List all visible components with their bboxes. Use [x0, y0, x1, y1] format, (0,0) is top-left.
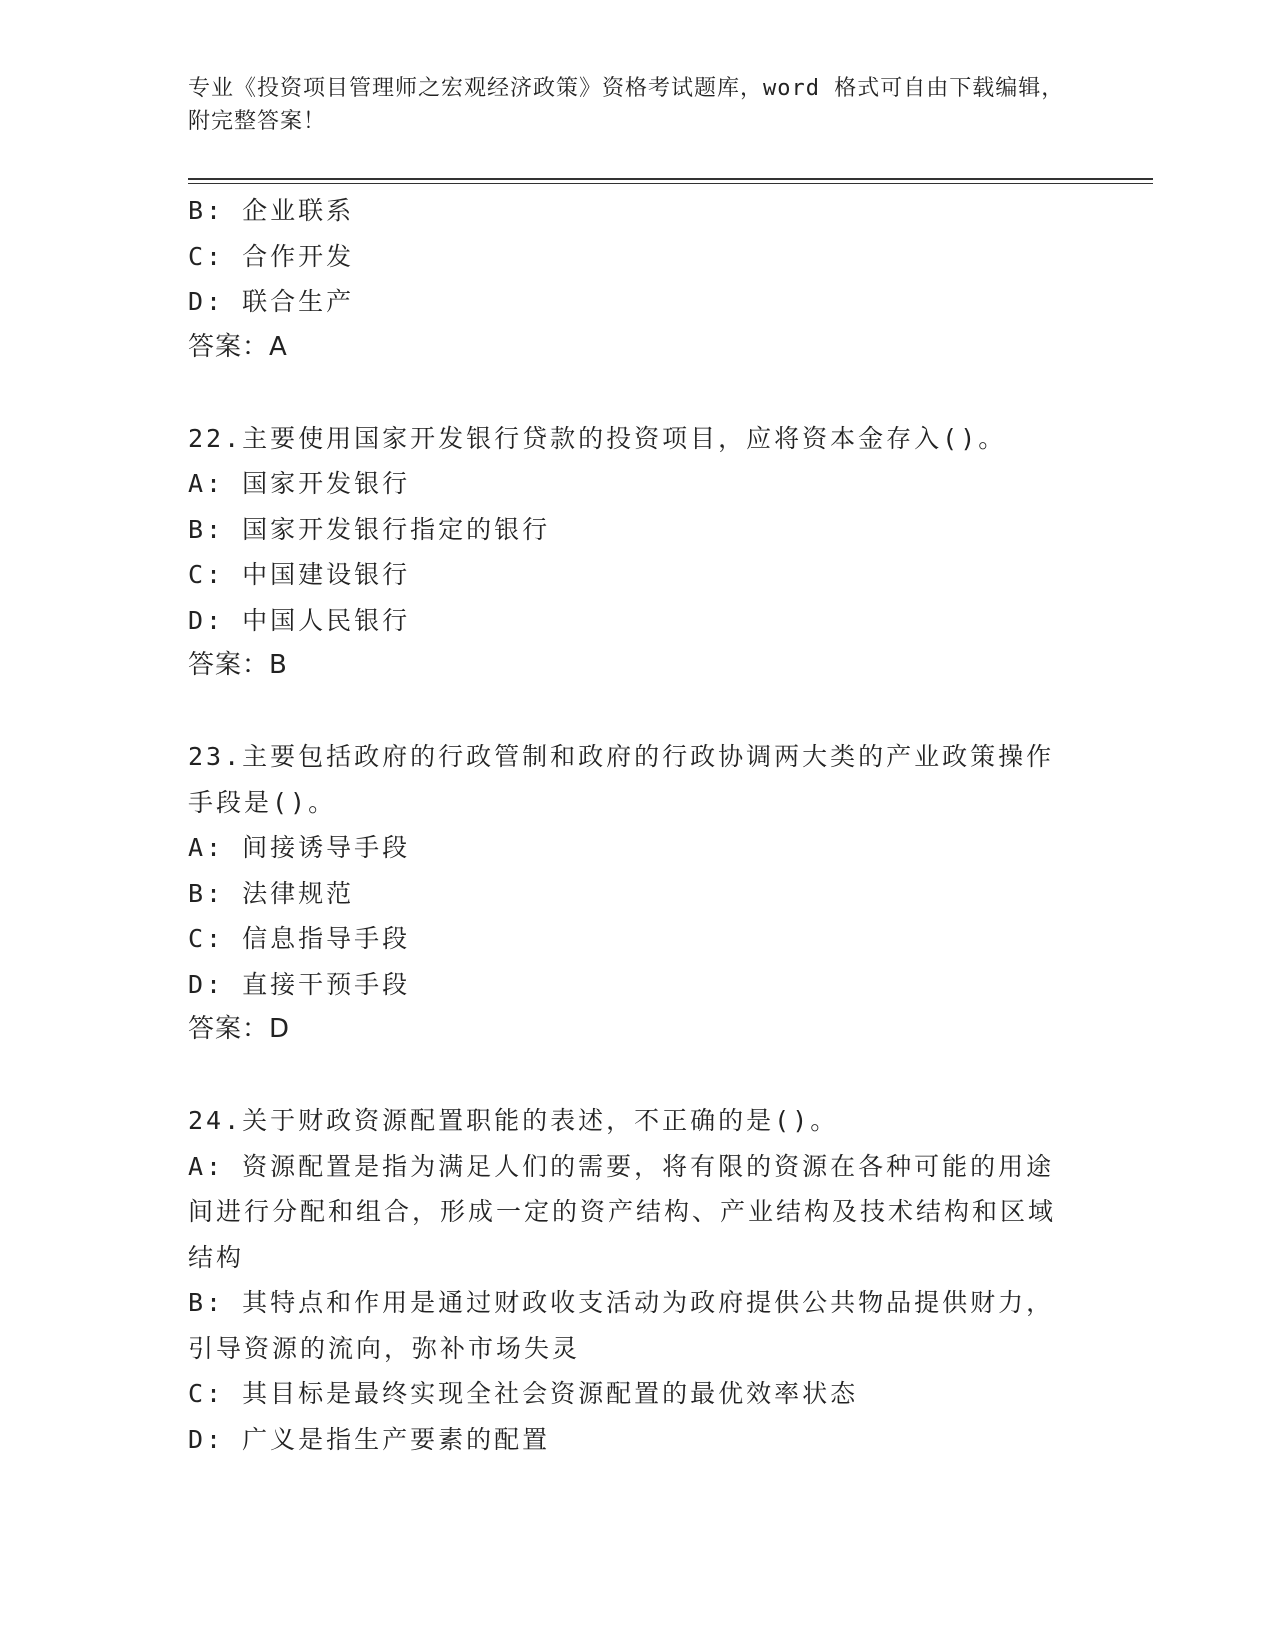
answer-line: 答案：B: [188, 650, 288, 680]
option-c: C: 信息指导手段: [188, 924, 411, 953]
answer-line: 答案：D: [188, 1014, 291, 1044]
question-24: [188, 1098, 1068, 1462]
question-stem: 22.主要使用国家开发银行贷款的投资项目，应将资本金存入()。: [188, 423, 1007, 453]
header-rule-thick: [188, 178, 1153, 180]
question-21-fragment: [188, 188, 1068, 370]
option-d: D: 直接干预手段: [188, 969, 411, 999]
option-c: C: 合作开发: [188, 241, 355, 271]
option-a: A: 国家开发银行: [188, 469, 411, 498]
option-b: B: 企业联系: [188, 196, 355, 225]
question-content: [188, 188, 1068, 1462]
option-d: D: 联合生产: [188, 287, 355, 316]
option-d: D: 中国人民银行: [188, 605, 411, 635]
option-d: D: 广义是指生产要素的配置: [188, 1424, 551, 1454]
document-header: 专业《投资项目管理师之宏观经济政策》资格考试题库，word 格式可自由下载编辑，附完整答案！: [188, 76, 1065, 134]
header-rule-thin: [188, 183, 1153, 184]
question-stem: 24.关于财政资源配置职能的表述，不正确的是()。: [188, 1106, 839, 1135]
answer-line: 答案：A: [188, 331, 288, 362]
question-22: [188, 416, 1068, 689]
option-c: C: 中国建设银行: [188, 560, 411, 589]
option-b: B: 法律规范: [188, 878, 355, 908]
option-c: C: 其目标是最终实现全社会资源配置的最优效率状态: [188, 1379, 859, 1408]
question-stem: 23.主要包括政府的行政管制和政府的行政协调两大类的产业政策操作手段是()。: [188, 742, 1055, 817]
option-b: B: 国家开发银行指定的银行: [188, 514, 551, 544]
option-a: A: 间接诱导手段: [188, 833, 411, 862]
question-23: [188, 734, 1068, 1053]
option-a: A: 资源配置是指为满足人们的需要，将有限的资源在各种可能的用途间进行分配和组合，形成一定的资产结构、产业结构及技术结构和区域结构: [188, 1151, 1057, 1272]
option-b: B: 其特点和作用是通过财政收支活动为政府提供公共物品提供财力，引导资源的流向，弥补市场失灵: [188, 1288, 1055, 1363]
